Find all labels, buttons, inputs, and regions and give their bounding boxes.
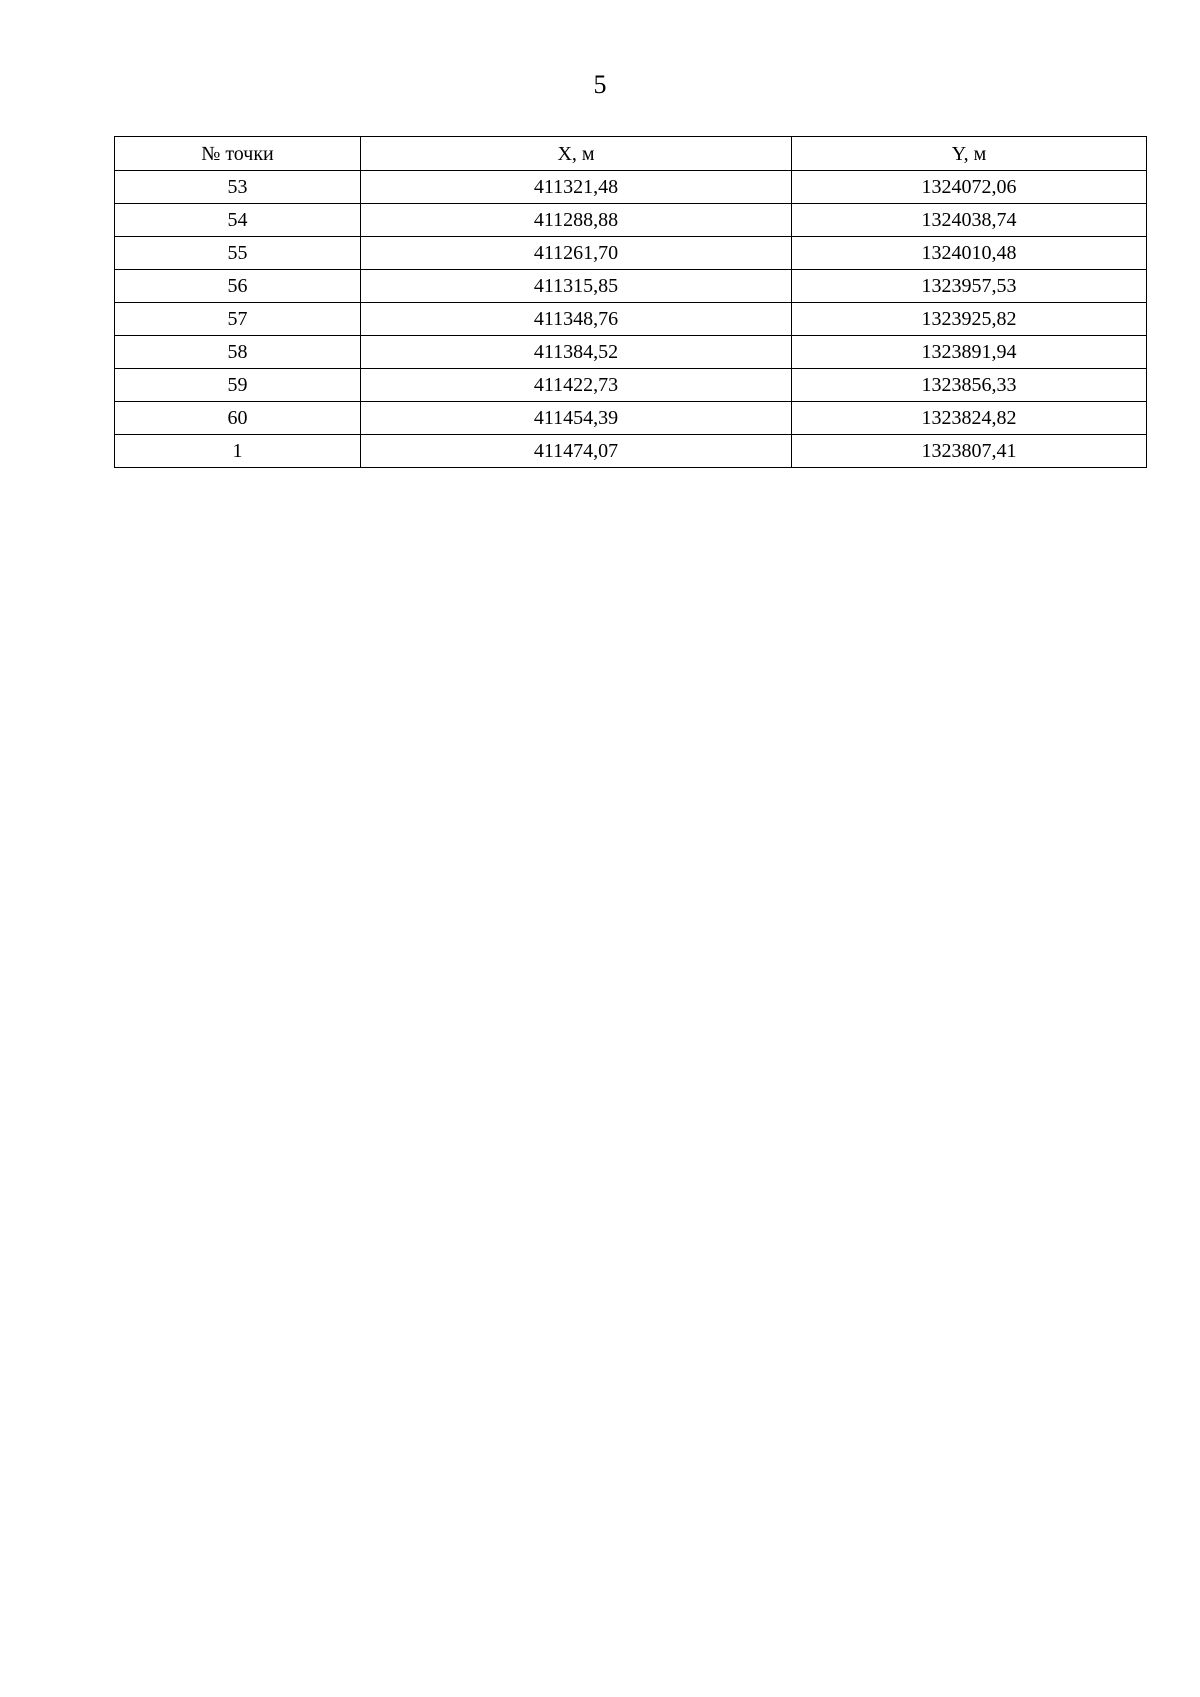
cell-point-number: 56 — [115, 270, 361, 303]
cell-point-number: 53 — [115, 171, 361, 204]
table-row — [115, 204, 1147, 237]
cell-y-coordinate: 1323957,53 — [792, 270, 1147, 303]
cell-x-coordinate: 411474,07 — [361, 435, 792, 468]
table-row — [115, 237, 1147, 270]
table-row — [115, 336, 1147, 369]
table-row — [115, 369, 1147, 402]
table-row — [115, 171, 1147, 204]
cell-x-coordinate: 411348,76 — [361, 303, 792, 336]
cell-point-number: 1 — [115, 435, 361, 468]
cell-point-number: 55 — [115, 237, 361, 270]
cell-point-number: 58 — [115, 336, 361, 369]
table-header-row — [115, 137, 1147, 171]
cell-x-coordinate: 411288,88 — [361, 204, 792, 237]
table-row — [115, 435, 1147, 468]
table-row — [115, 303, 1147, 336]
cell-y-coordinate: 1323925,82 — [792, 303, 1147, 336]
cell-y-coordinate: 1324072,06 — [792, 171, 1147, 204]
cell-point-number: 60 — [115, 402, 361, 435]
cell-x-coordinate: 411422,73 — [361, 369, 792, 402]
cell-x-coordinate: 411384,52 — [361, 336, 792, 369]
cell-y-coordinate: 1324010,48 — [792, 237, 1147, 270]
cell-y-coordinate: 1324038,74 — [792, 204, 1147, 237]
header-x-coordinate: X, м — [361, 137, 792, 171]
cell-x-coordinate: 411315,85 — [361, 270, 792, 303]
page-number: 5 — [593, 70, 607, 99]
coordinates-table — [114, 136, 1147, 468]
cell-x-coordinate: 411454,39 — [361, 402, 792, 435]
header-y-coordinate: Y, м — [792, 137, 1147, 171]
cell-point-number: 57 — [115, 303, 361, 336]
cell-x-coordinate: 411261,70 — [361, 237, 792, 270]
table-row — [115, 402, 1147, 435]
cell-y-coordinate: 1323891,94 — [792, 336, 1147, 369]
cell-point-number: 59 — [115, 369, 361, 402]
cell-y-coordinate: 1323824,82 — [792, 402, 1147, 435]
cell-y-coordinate: 1323807,41 — [792, 435, 1147, 468]
table-row — [115, 270, 1147, 303]
cell-y-coordinate: 1323856,33 — [792, 369, 1147, 402]
cell-x-coordinate: 411321,48 — [361, 171, 792, 204]
header-point-number: № точки — [115, 137, 361, 171]
cell-point-number: 54 — [115, 204, 361, 237]
